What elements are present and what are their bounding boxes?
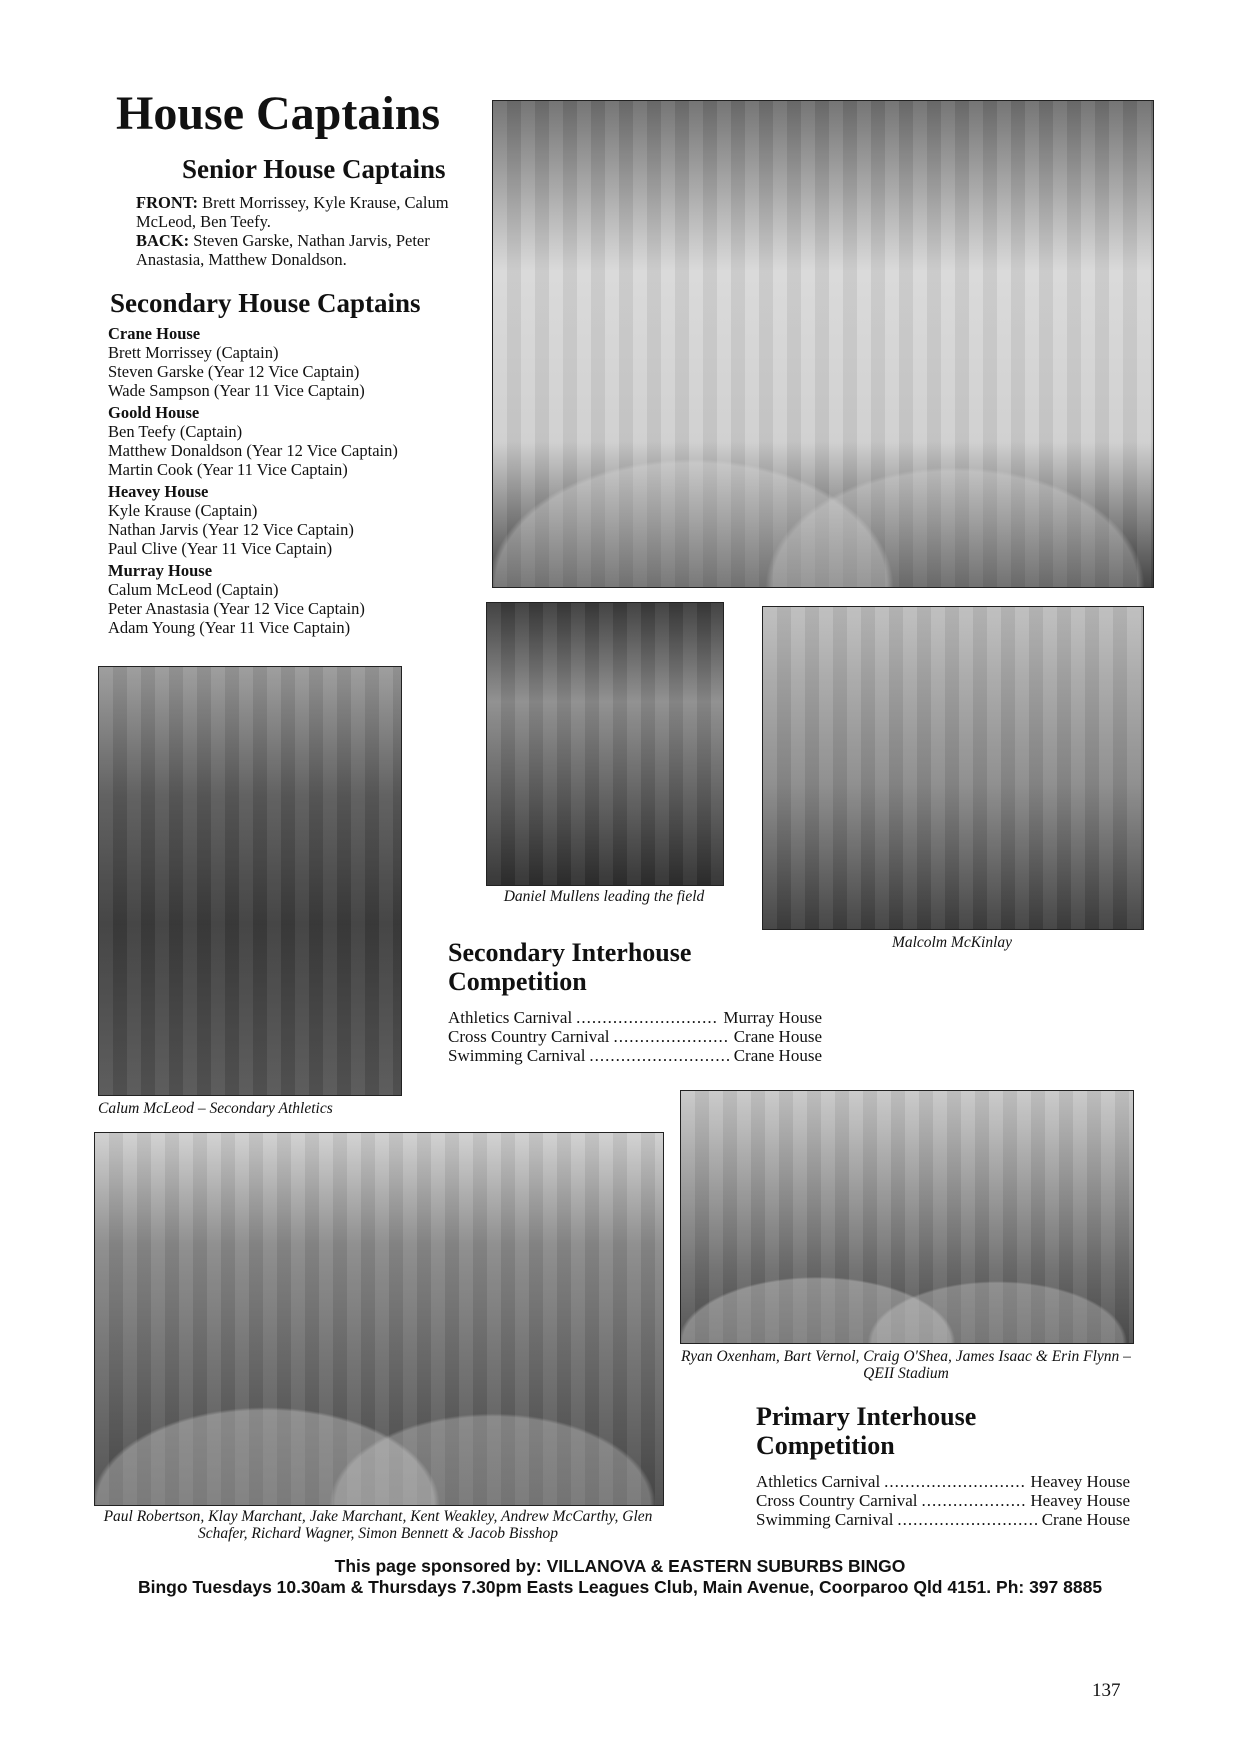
- house-member: Ben Teefy (Captain): [108, 422, 243, 441]
- primary-group-photo: [94, 1132, 664, 1506]
- result-event: Athletics Carnival: [756, 1472, 881, 1491]
- result-row: [756, 1472, 1130, 1491]
- house-member: Peter Anastasia (Year 12 Vice Captain): [108, 599, 365, 618]
- sponsor-line2: Bingo Tuesdays 10.30am & Thursdays 7.30pm Easts Leagues Club, Main Avenue, Coorparoo Qld 4151. Ph: 397 8885: [137, 1577, 1103, 1597]
- house-member: Brett Morrissey (Captain): [108, 343, 279, 362]
- secondary-comp-heading: [448, 938, 691, 996]
- page-title: House Captains: [116, 87, 441, 140]
- qeii-stadium-photo: [680, 1090, 1134, 1344]
- house-member: Wade Sampson (Year 11 Vice Captain): [108, 381, 365, 400]
- photo-figures: [681, 1192, 1133, 1343]
- result-event: Athletics Carnival: [448, 1008, 573, 1027]
- caption-group: Paul Robertson, Klay Marchant, Jake Marchant, Kent Weakley, Andrew McCarthy, Glen Schafer, Richard Wagner, Simon Bennett & Jacob Bisshop: [103, 1508, 653, 1542]
- secondary-comp-results: [448, 1008, 822, 1065]
- result-row: [448, 1008, 822, 1027]
- caption-daniel: Daniel Mullens leading the field: [503, 888, 705, 905]
- secondary-comp-heading-line2: Competition: [448, 967, 587, 996]
- result-winner: Crane House: [733, 1046, 822, 1065]
- leader-dots: [922, 1491, 1027, 1510]
- sponsor-line1: This page sponsored by: VILLANOVA & EASTERN SUBURBS BINGO: [334, 1556, 906, 1576]
- house-member: Kyle Krause (Captain): [108, 501, 258, 520]
- senior-list: [136, 193, 476, 269]
- house-crane: [108, 324, 468, 400]
- senior-front: [136, 193, 476, 231]
- primary-comp-heading: [756, 1402, 976, 1460]
- result-row: [756, 1510, 1130, 1529]
- secondary-comp-heading-line1: Secondary Interhouse: [448, 938, 692, 967]
- leader-dots: [884, 1472, 1026, 1491]
- house-heavey: [108, 482, 468, 558]
- result-event: Cross Country Carnival: [756, 1491, 918, 1510]
- caption-calum: Calum McLeod – Secondary Athletics: [98, 1100, 333, 1117]
- result-row: [448, 1027, 822, 1046]
- caption-malcolm: Malcolm McKinlay: [891, 934, 1013, 951]
- primary-comp-heading-line2: Competition: [756, 1431, 895, 1460]
- back-names: Steven Garske, Nathan Jarvis, Peter Anastasia, Matthew Donaldson.: [136, 231, 430, 269]
- house-name: Crane House: [108, 324, 201, 343]
- house-member: Calum McLeod (Captain): [108, 580, 279, 599]
- result-winner: Heavey House: [1030, 1472, 1130, 1491]
- house-name: Goold House: [108, 403, 200, 422]
- leader-dots: [576, 1008, 719, 1027]
- house-member: Matthew Donaldson (Year 12 Vice Captain): [108, 441, 398, 460]
- photo-texture: [763, 607, 1143, 929]
- photo-texture: [487, 603, 723, 885]
- result-row: [448, 1046, 822, 1065]
- back-label: BACK:: [136, 231, 190, 250]
- house-name: Murray House: [108, 561, 213, 580]
- result-winner: Crane House: [1041, 1510, 1130, 1529]
- senior-heading: Senior House Captains: [182, 154, 446, 184]
- page-number: 137: [1092, 1680, 1121, 1701]
- house-murray: [108, 561, 468, 637]
- result-winner: Crane House: [733, 1027, 822, 1046]
- secondary-houses: [108, 324, 468, 637]
- house-member: Paul Clive (Year 11 Vice Captain): [108, 539, 333, 558]
- result-event: Cross Country Carnival: [448, 1027, 610, 1046]
- result-winner: Murray House: [723, 1008, 822, 1027]
- leader-dots: [897, 1510, 1037, 1529]
- house-member: Steven Garske (Year 12 Vice Captain): [108, 362, 360, 381]
- result-event: Swimming Carnival: [756, 1510, 894, 1529]
- result-row: [756, 1491, 1130, 1510]
- front-names: Brett Morrissey, Kyle Krause, Calum McLeod, Ben Teefy.: [136, 193, 449, 231]
- house-name: Heavey House: [108, 482, 209, 501]
- caption-qeii: Ryan Oxenham, Bart Vernol, Craig O'Shea, James Isaac & Erin Flynn – QEII Stadium: [681, 1348, 1131, 1382]
- malcolm-highjump-photo: [762, 606, 1144, 930]
- house-member: Martin Cook (Year 11 Vice Captain): [108, 460, 348, 479]
- secondary-heading: Secondary House Captains: [110, 288, 421, 318]
- house-member: Adam Young (Year 11 Vice Captain): [108, 618, 351, 637]
- leader-dots: [589, 1046, 729, 1065]
- senior-back: [136, 231, 476, 269]
- primary-comp-heading-line1: Primary Interhouse: [756, 1402, 977, 1431]
- leader-dots: [614, 1027, 730, 1046]
- result-event: Swimming Carnival: [448, 1046, 586, 1065]
- photo-figures: [95, 1282, 663, 1505]
- photo-figures: [493, 295, 1153, 587]
- front-label: FRONT:: [136, 193, 199, 212]
- calum-running-photo: [98, 666, 402, 1096]
- result-winner: Heavey House: [1030, 1491, 1130, 1510]
- house-member: Nathan Jarvis (Year 12 Vice Captain): [108, 520, 354, 539]
- primary-comp-results: [756, 1472, 1130, 1529]
- photo-texture: [99, 667, 401, 1095]
- house-goold: [108, 403, 468, 479]
- senior-captains-photo: [492, 100, 1154, 588]
- sponsor-block: [100, 1556, 1140, 1598]
- daniel-running-photo: [486, 602, 724, 886]
